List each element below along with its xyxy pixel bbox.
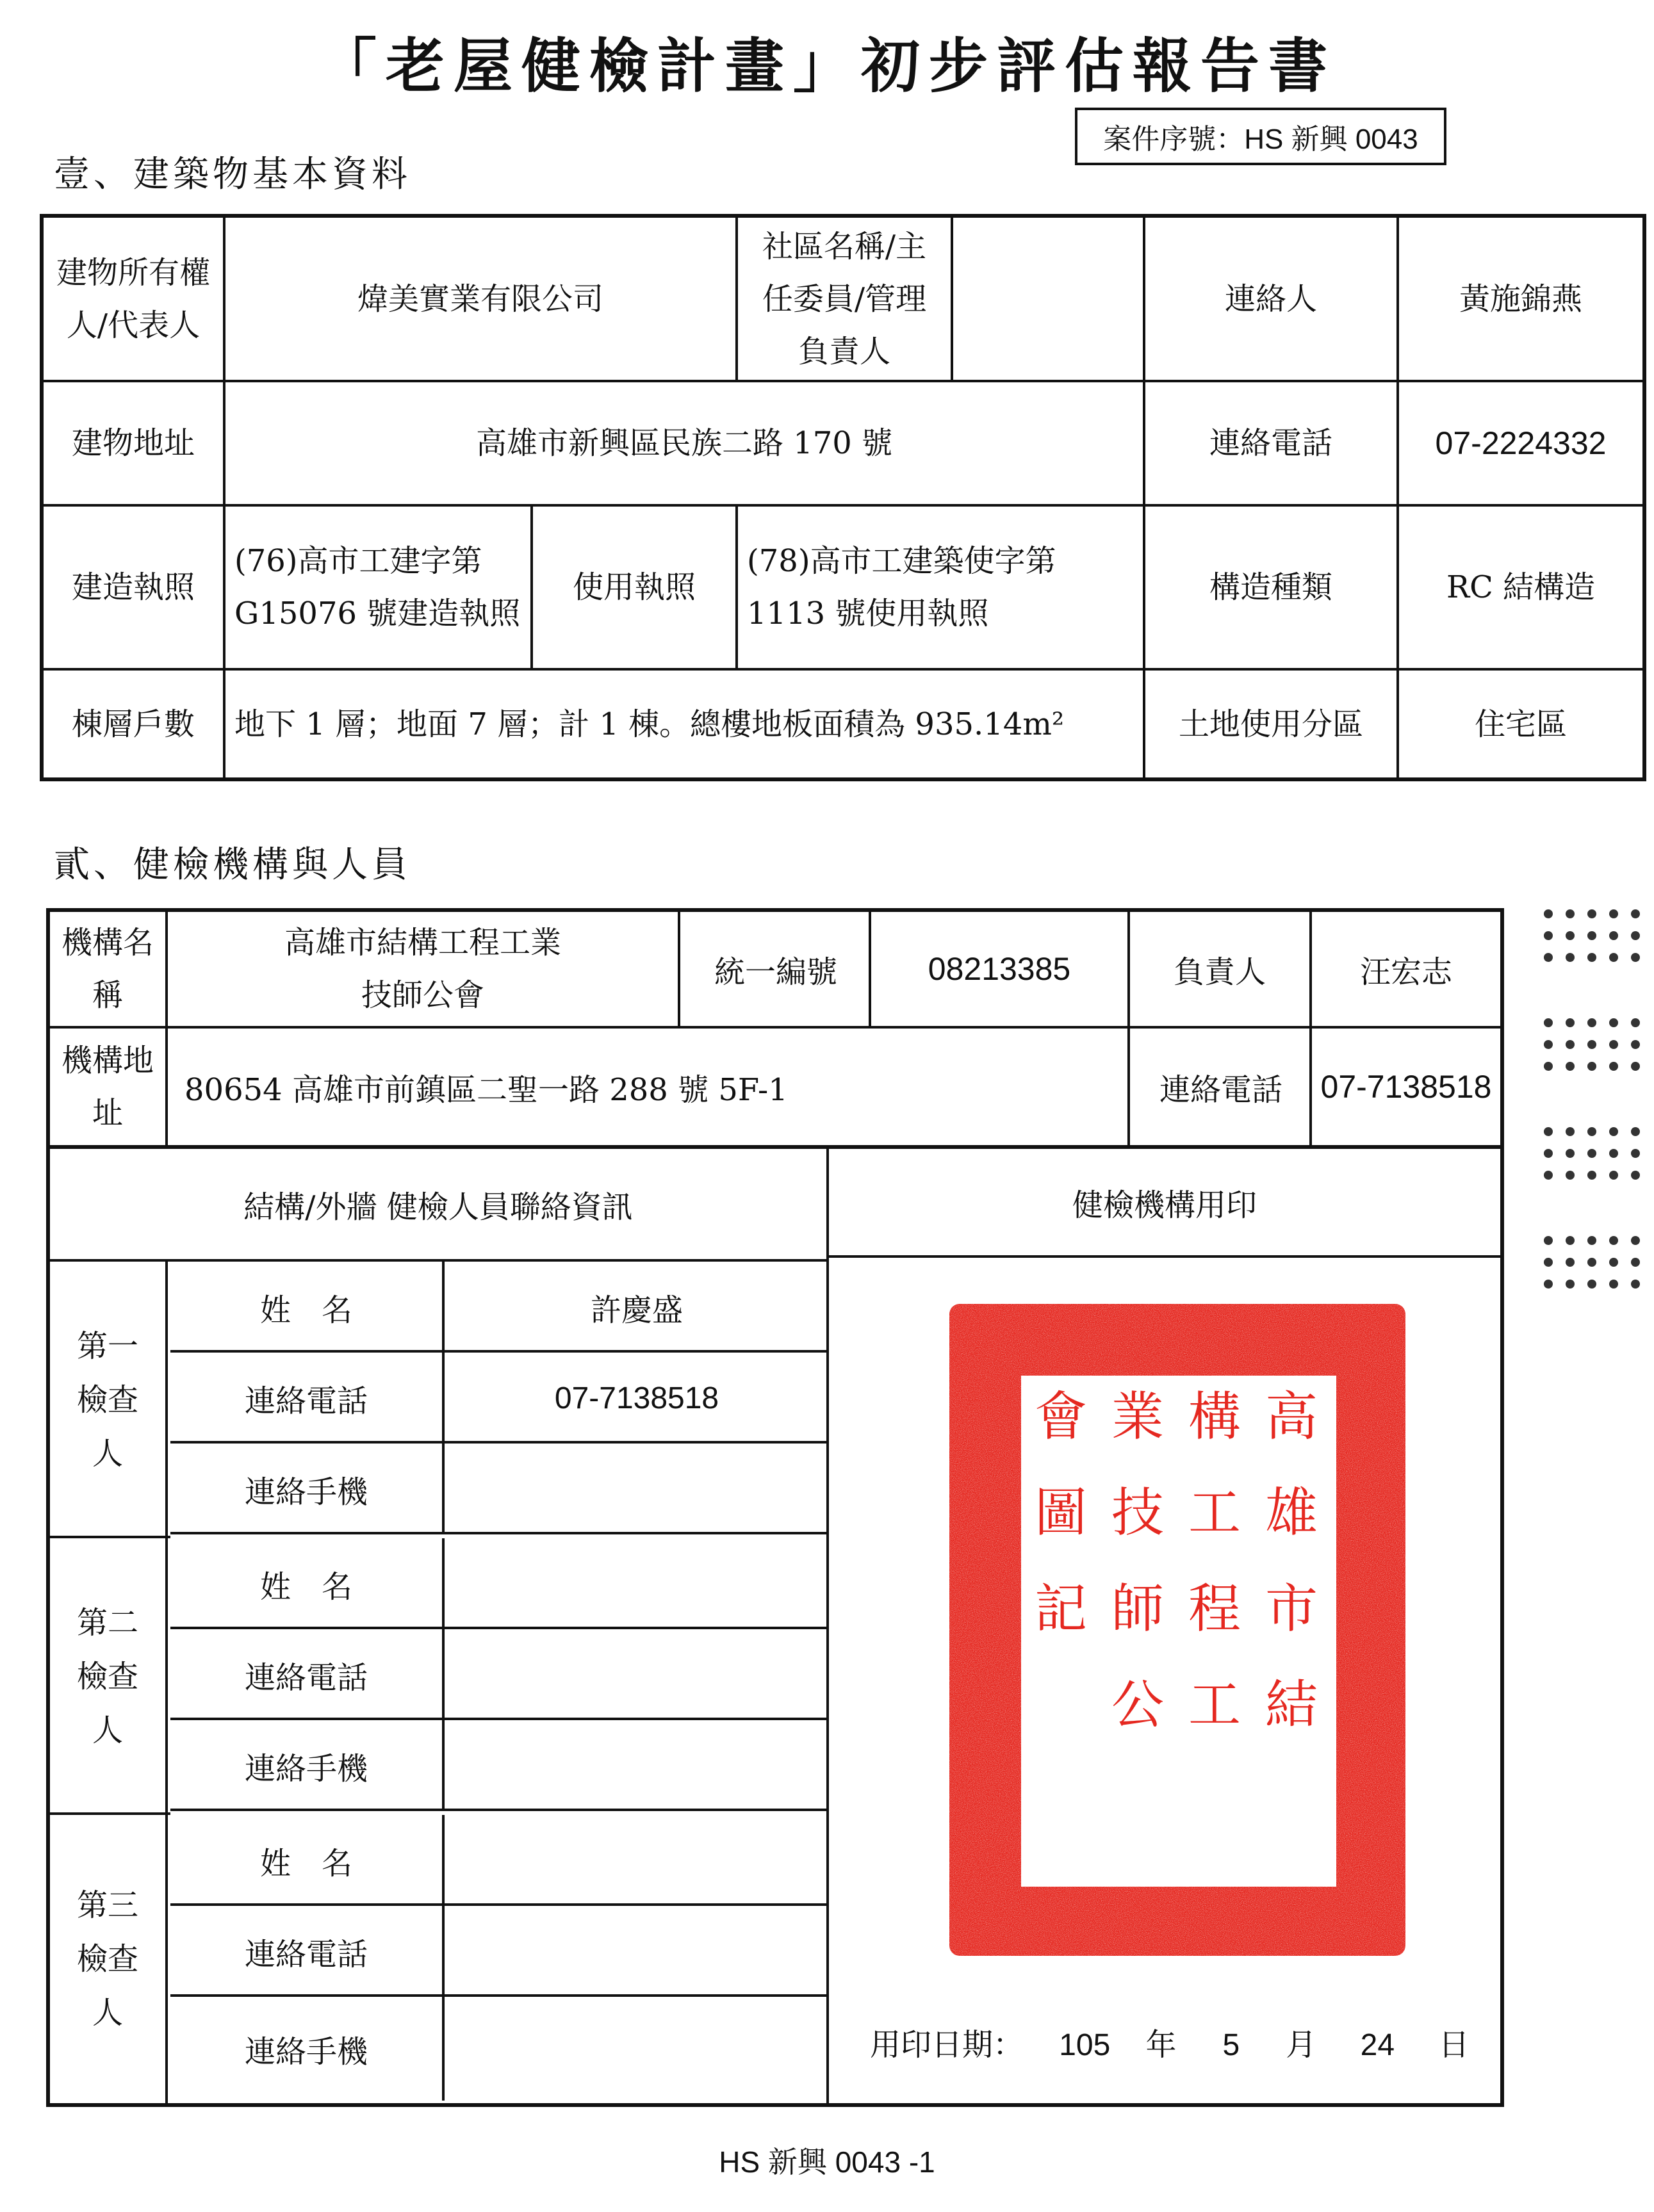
structure-label: 構造種類: [1144, 505, 1398, 669]
binding-hole-dot: [1609, 909, 1618, 918]
binding-hole-dot: [1587, 1171, 1596, 1180]
seal-date: [870, 2020, 1470, 2064]
binding-hole-dot: [1631, 1040, 1640, 1049]
binding-hole-dot: [1587, 1018, 1596, 1027]
binding-hole-dot: [1631, 1127, 1640, 1136]
inspector-field-value: [447, 1629, 826, 1720]
inspector-field-label: 連絡手機: [170, 1720, 445, 1811]
binding-hole-dot: [1609, 1018, 1618, 1027]
binding-hole-dot: [1544, 931, 1553, 940]
address-value: 高雄市新興區民族二路 170 號: [224, 381, 1144, 505]
inspector-field-value: [447, 1720, 826, 1811]
binding-hole-dot: [1609, 1280, 1618, 1289]
binding-hole-dot: [1566, 909, 1575, 918]
binding-holes: [1537, 909, 1646, 1332]
inspector-field-value: 07-7138518: [554, 1381, 719, 1415]
seal-graphic: [946, 1300, 1409, 1960]
org-name-label-cell: 機構名稱: [50, 912, 168, 1026]
head-label-cell: 負責人: [1130, 912, 1312, 1026]
binding-hole-dot: [1631, 909, 1640, 918]
binding-hole-dot: [1587, 1040, 1596, 1049]
seal-year: 105: [1059, 2028, 1111, 2062]
owner-value: 煒美實業有限公司: [224, 216, 737, 381]
binding-hole-dot: [1566, 953, 1575, 962]
community-value: [952, 216, 1144, 381]
binding-hole-dot: [1631, 931, 1640, 940]
section1-heading: 壹、建築物基本資料: [54, 154, 411, 195]
binding-hole-dot: [1544, 1062, 1553, 1071]
binding-hole-dot: [1587, 1127, 1596, 1136]
binding-hole-dot: [1544, 909, 1553, 918]
inspector-field-label: 姓 名: [170, 1815, 445, 1906]
seal-month-unit: 月: [1286, 2027, 1317, 2063]
inspector-field-label: 連絡手機: [170, 1997, 445, 2101]
seal-day-unit: 日: [1438, 2027, 1470, 2063]
binding-hole-dot: [1544, 1236, 1553, 1245]
binding-hole-dot: [1609, 1258, 1618, 1267]
binding-hole-dot: [1631, 1149, 1640, 1158]
taxid-value-cell: 08213385: [871, 912, 1130, 1026]
staff-seal-block: [46, 1146, 1504, 2107]
building-info-table: [40, 214, 1646, 781]
inspectors-grid: [50, 1262, 826, 2103]
inspector-field-value: [447, 1906, 826, 1997]
binding-hole-dot: [1566, 1258, 1575, 1267]
binding-hole-dot: [1566, 1171, 1575, 1180]
taxid-label-cell: 統一編號: [683, 912, 871, 1026]
binding-hole-dot: [1587, 1149, 1596, 1158]
contact-label: 連絡人: [1144, 216, 1398, 381]
binding-hole-dot: [1631, 1258, 1640, 1267]
binding-hole-dot: [1566, 1127, 1575, 1136]
inspector-field-label: 姓 名: [170, 1538, 445, 1629]
binding-hole-dot: [1609, 1149, 1618, 1158]
binding-hole-dot: [1587, 931, 1596, 940]
binding-hole-dot: [1566, 1236, 1575, 1245]
binding-hole-dot: [1609, 1236, 1618, 1245]
inspector-label: 第三檢查人: [50, 1815, 168, 2103]
org-seal: [946, 1300, 1409, 1960]
inspector-field-label: 連絡電話: [170, 1906, 445, 1997]
binding-hole-dot: [1587, 1258, 1596, 1267]
inspector-field-label: 姓 名: [170, 1262, 445, 1353]
case-number-box: 案件序號：HS 新興 0043: [1075, 108, 1446, 165]
binding-hole-dot: [1544, 1018, 1553, 1027]
staff-seal-divider: [826, 1149, 829, 2103]
inspector-field-label: 連絡手機: [170, 1443, 445, 1534]
inspector-field-value: [447, 1815, 826, 1906]
binding-hole-dot: [1609, 953, 1618, 962]
org-phone-value-cell: 07-7138518: [1320, 1069, 1492, 1105]
inspector-field-value: [447, 1997, 826, 2101]
binding-hole-dot: [1587, 953, 1596, 962]
zoning-value: 住宅區: [1398, 669, 1644, 779]
binding-hole-dot: [1544, 1040, 1553, 1049]
binding-hole-dot: [1609, 1040, 1618, 1049]
org-phone-label-cell: 連絡電話: [1133, 1029, 1312, 1145]
inspector-label: 第一檢查人: [50, 1262, 168, 1538]
binding-hole-dot: [1587, 1062, 1596, 1071]
inspector-field-label: 連絡電話: [170, 1353, 445, 1443]
phone-label: 連絡電話: [1144, 381, 1398, 505]
binding-hole-dot: [1544, 953, 1553, 962]
binding-hole-dot: [1609, 1171, 1618, 1180]
seal-date-label: 用印日期：: [870, 2027, 1024, 2063]
binding-hole-dot: [1609, 1062, 1618, 1071]
binding-hole-dot: [1587, 1280, 1596, 1289]
inspector-field-label: 連絡電話: [170, 1629, 445, 1720]
binding-hole-dot: [1544, 1258, 1553, 1267]
inspector-block: [50, 1262, 826, 1538]
inspector-block: [50, 1815, 826, 2103]
inspector-field-value: [447, 1538, 826, 1629]
seal-texture: [949, 1304, 1405, 1956]
zoning-label: 土地使用分區: [1144, 669, 1398, 779]
org-address-value-cell: 80654 高雄市前鎮區二聖一路 288 號 5F-1: [168, 1029, 1130, 1145]
binding-hole-dot: [1544, 1149, 1553, 1158]
seal-text: 高雄市結構工程工業技師公會圖記: [1034, 1387, 1318, 1736]
org-address-row: [46, 1026, 1504, 1149]
binding-hole-dot: [1631, 1280, 1640, 1289]
seal-date-line: [829, 1996, 1500, 1998]
binding-hole-dot: [1587, 1236, 1596, 1245]
section2-heading: 貳、健檢機構與人員: [54, 844, 411, 886]
binding-hole-dot: [1544, 1127, 1553, 1136]
binding-hole-dot: [1587, 909, 1596, 918]
inspector-row-line: [170, 1809, 826, 1811]
use-permit-label: 使用執照: [532, 505, 737, 669]
binding-hole-dot: [1566, 1149, 1575, 1158]
phone-value: 07-2224332: [1398, 381, 1644, 505]
binding-hole-dot: [1566, 931, 1575, 940]
owner-label: 建物所有權人/代表人: [42, 216, 224, 381]
binding-hole-dot: [1631, 1171, 1640, 1180]
inspector-field-value: 許慶盛: [590, 1292, 683, 1328]
seal-year-unit: 年: [1145, 2027, 1177, 2063]
binding-hole-dot: [1544, 1171, 1553, 1180]
seal-month: 5: [1222, 2028, 1240, 2062]
inspector-label: 第二檢查人: [50, 1538, 168, 1815]
floors-label: 棟層戶數: [42, 669, 224, 779]
binding-hole-dot: [1566, 1040, 1575, 1049]
binding-hole-dot: [1544, 1280, 1553, 1289]
contact-value: 黃施錦燕: [1398, 216, 1644, 381]
report-title: 「老屋健檢計畫」初步評估報告書: [317, 32, 1336, 101]
inspector-field-value: [447, 1443, 826, 1534]
binding-hole-dot: [1631, 1062, 1640, 1071]
binding-hole-dot: [1631, 953, 1640, 962]
binding-hole-dot: [1566, 1280, 1575, 1289]
seal-heading: 健檢機構用印: [829, 1149, 1500, 1258]
inspector-row-line: [170, 1532, 826, 1534]
floors-value: 地下 1 層；地面 7 層；計 1 棟。總樓地板面積為 935.14m²: [224, 669, 1144, 779]
org-name-value-cell: 高雄市結構工程工業技師公會: [168, 912, 680, 1026]
community-label: 社區名稱/主任委員/管理負責人: [737, 216, 952, 381]
structure-value: RC 結構造: [1398, 505, 1644, 669]
staff-heading: 結構/外牆 健檢人員聯絡資訊: [243, 1189, 633, 1225]
build-permit-label: 建造執照: [42, 505, 224, 669]
org-row: [46, 908, 1504, 1030]
binding-hole-dot: [1609, 931, 1618, 940]
page-footer: HS 新興 0043 -1: [719, 2145, 935, 2179]
head-value-cell: 汪宏志: [1359, 954, 1452, 990]
address-label: 建物地址: [42, 381, 224, 505]
org-address-label-cell: 機構地址: [50, 1029, 168, 1145]
binding-hole-dot: [1566, 1018, 1575, 1027]
binding-hole-dot: [1566, 1062, 1575, 1071]
binding-hole-dot: [1631, 1018, 1640, 1027]
binding-hole-dot: [1631, 1236, 1640, 1245]
binding-hole-dot: [1609, 1127, 1618, 1136]
inspector-block: [50, 1538, 826, 1815]
use-permit-value: (78)高市工建築使字第 1113 號使用執照: [737, 505, 1144, 669]
seal-day: 24: [1360, 2028, 1395, 2062]
build-permit-value: (76)高市工建字第 G15076 號建造執照: [224, 505, 532, 669]
